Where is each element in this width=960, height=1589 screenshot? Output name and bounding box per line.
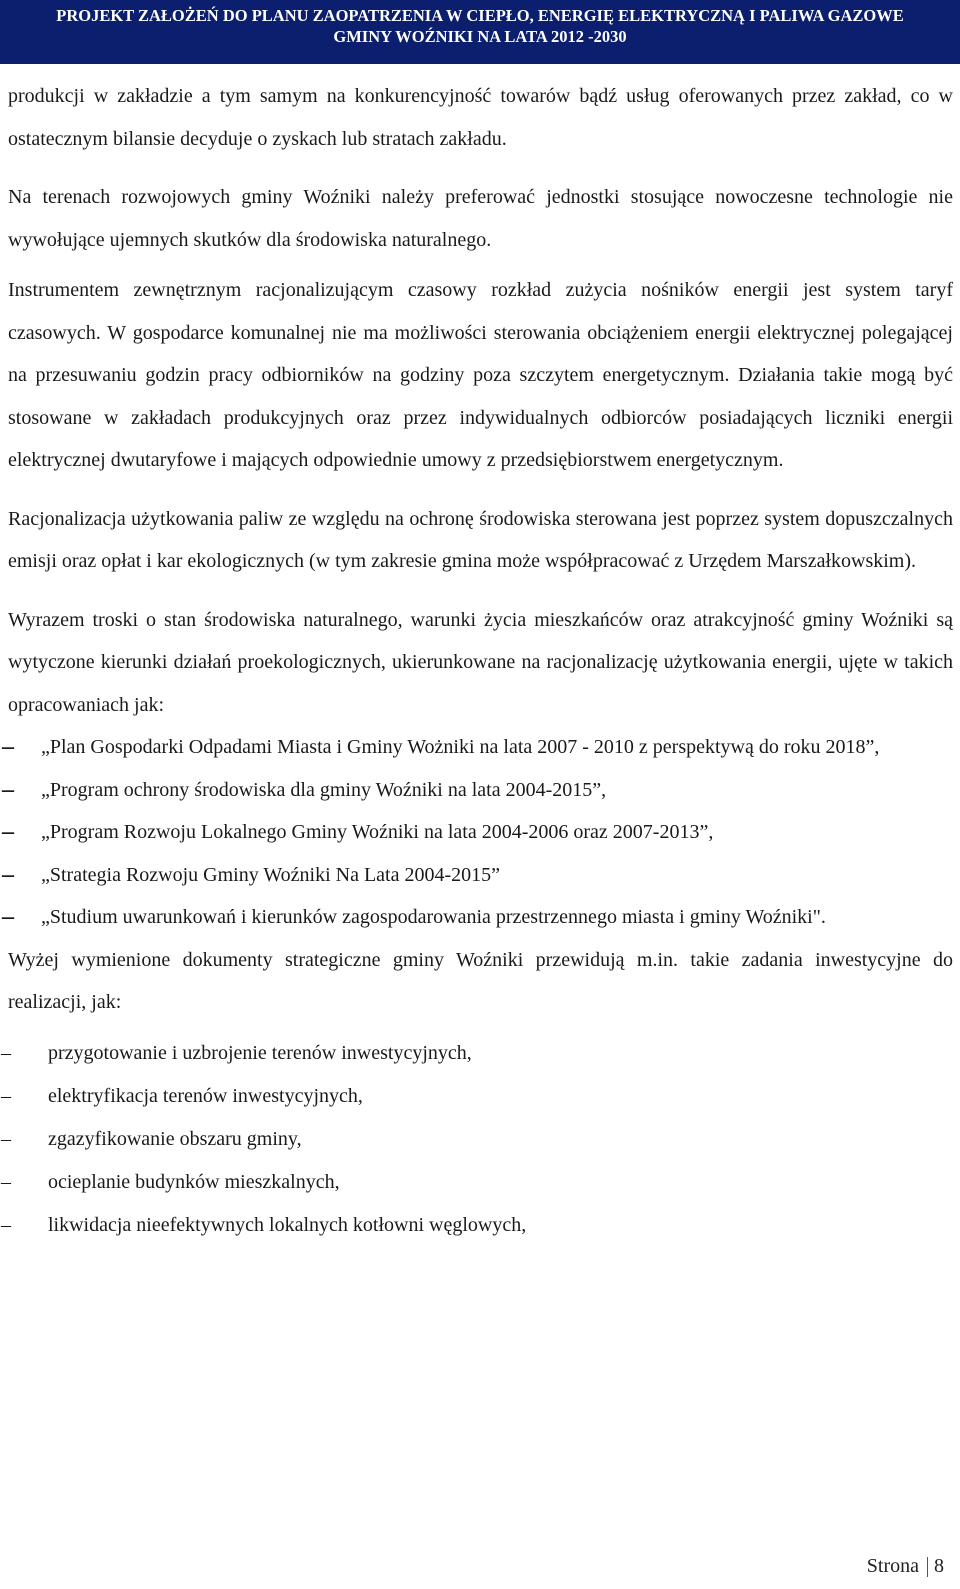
header-title-line2: GMINY WOŹNIKI NA LATA 2012 -2030 [333,27,627,46]
paragraph-1: produkcji w zakładzie a tym samym na konkurencyjność towarów bądź usług oferowanych przez zakład, co w ostatecznym bilansie decyduje o zyskach lub stratach zakładu. [8,85,953,150]
list-item: – „Strategia Rozwoju Gminy Woźniki Na Lata 2004-2015” [8,854,953,897]
dash-bullet: – [1,1127,11,1150]
list-item: – „Program ochrony środowiska dla gminy Woźniki na lata 2004-2015”, [8,769,953,812]
page-number-separator [927,1557,928,1577]
dash-bullet: – [1,1084,11,1107]
tasks-list [1,1032,953,1247]
paragraph-6: Wyżej wymienione dokumenty strategiczne gminy Woźniki przewidują m.in. takie zadania inwestycyjne do realizacji, jak: [8,948,953,1013]
list-item: – likwidacja nieefektywnych lokalnych kotłowni węglowych, [8,1204,953,1247]
dash-bullet: – [2,776,14,803]
list-item: – zgazyfikowanie obszaru gminy, [8,1118,953,1161]
dash-bullet: – [1,1213,11,1236]
dash-bullet: – [2,819,14,845]
page-number: 8 [934,1555,944,1577]
page-footer [867,1555,944,1578]
list-item: – ocieplanie budynków mieszkalnych, [8,1161,953,1204]
list-item: – „Studium uwarunkowań i kierunków zagospodarowania przestrzennego miasta i gminy Woźniki". [8,896,953,939]
dash-bullet: – [2,734,14,760]
paragraph-3: Instrumentem zewnętrznym racjonalizującym czasowy rozkład zużycia nośników energii jest system taryf czasowych. W gospodarce komunalnej nie ma możliwości sterowania obciążeniem energii elektrycznej polegającej na przesuwaniu godzin pracy odbiorników na godziny poza szczytem energetycznym. Działania takie mogą być stosowane w zakładach produkcyjnych oraz przez indywidualnych odbiorców posiadających liczniki energii elektrycznej dwutaryfowe i mających odpowiednie umowy z przedsiębiorstwem energetycznym. [8,279,953,471]
documents-list [2,726,953,939]
list-item: – elektryfikacja terenów inwestycyjnych, [8,1075,953,1118]
dash-bullet: – [2,861,14,888]
dash-bullet: – [1,1041,11,1064]
page-header [0,0,960,64]
dash-bullet: – [2,904,14,930]
paragraph-5: Wyrazem troski o stan środowiska naturalnego, warunki życia mieszkańców oraz atrakcyjność gminy Woźniki są wytyczone kierunki działań proekologicznych, ukierunkowane na racjonalizację użytkowania energii, ujęte w takich opracowaniach jak: [8,608,953,716]
paragraph-4: Racjonalizacja użytkowania paliw ze względu na ochronę środowiska sterowana jest poprzez system dopuszczalnych emisji oraz opłat i kar ekologicznych (w tym zakresie gmina może współpracować z Urzędem Marszałkowskim). [8,507,953,572]
list-item: – przygotowanie i uzbrojenie terenów inwestycyjnych, [8,1032,953,1075]
document-body [1,75,953,1247]
paragraph-2: Na terenach rozwojowych gminy Woźniki należy preferować jednostki stosujące nowoczesne technologie nie wywołujące ujemnych skutków dla środowiska naturalnego. [8,186,953,251]
page-label: Strona [866,1555,919,1577]
list-item: – „Plan Gospodarki Odpadami Miasta i Gminy Wożniki na lata 2007 - 2010 z perspektywą do roku 2018”, [8,726,953,769]
list-item: – „Program Rozwoju Lokalnego Gminy Woźniki na lata 2004-2006 oraz 2007-2013”, [8,811,953,854]
dash-bullet: – [1,1170,11,1193]
header-title-line1: PROJEKT ZAŁOŻEŃ DO PLANU ZAOPATRZENIA W CIEPŁO, ENERGIĘ ELEKTRYCZNĄ I PALIWA GAZOWE [56,6,904,25]
